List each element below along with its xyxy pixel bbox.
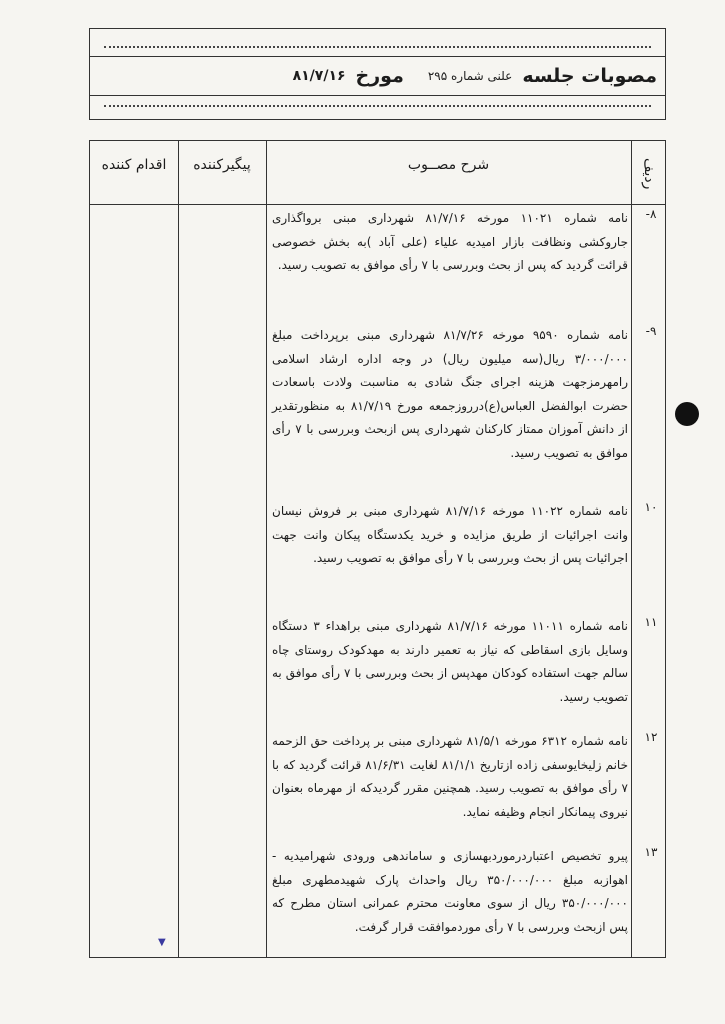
row-text: نامه شماره ۶۳۱۲ مورخه ۸۱/۵/۱ شهرداری مبنی بر پرداخت حق الزحمه خانم زلیخایوسفی زاده ازتاریخ ۸۱/۱/۱ لغایت ۸۱/۶/۳۱ قرائت گردید که با ۷ رأی موافق به تصویب رسید. همچنین مقرر گردیدکه از مهرماه بعنوان نیروی پیمانکار انجام وظیفه نماید. (272, 734, 629, 819)
row-number: -۹ (645, 324, 657, 338)
punch-hole-mark (675, 402, 699, 426)
row-text: پیرو تخصیص اعتباردرموردبهسازی و ساماندهی ورودی شهرامیدیه - اهوازبه مبلغ ۳۵۰/۰۰۰/۰۰۰ ریال واحداث پارک شهیدمطهری مبلغ ۳۵۰/۰۰۰/۰۰۰ ریال از سوی معاونت محترم عمرانی استان مطرح که پس ازبحث وبررسی با ۷ رأی موردموافقت قرار گرفت. (272, 849, 628, 934)
row-number: ۱۲ (644, 730, 658, 744)
column-divider (631, 141, 632, 957)
row-text: نامه شماره ۱۱۰۲۱ مورخه ۸۱/۷/۱۶ شهرداری مبنی برواگذاری جاروکشی ونظافت بازار امیدیه علیاء (علی آباد )به بخش خصوصی قرائت گردید که پس از بحث وبررسی با ۷ رأی موافق به تصویب رسید. (272, 211, 629, 273)
divider (90, 56, 665, 57)
row-number: ۱۳ (644, 845, 658, 859)
title-row (98, 60, 657, 92)
divider (90, 95, 665, 96)
column-header-row-number: ردیف (641, 158, 657, 190)
column-divider (266, 141, 267, 957)
header-divider (90, 204, 665, 205)
row-text: نامه شماره ۱۱۰۲۲ مورخه ۸۱/۷/۱۶ شهرداری مبنی بر فروش نیسان وانت اجرائیات از طریق مزایده و خرید یکدستگاه پیکان وانت جهت اجرائیات پس از بحث وبررسی با ۷ رأی موافق به تصویب رسید. (272, 504, 629, 566)
row-text: نامه شماره ۹۵۹۰ مورخه ۸۱/۷/۲۶ شهرداری مبنی برپرداخت مبلغ ۳/۰۰۰/۰۰۰ ریال(سه میلیون ریال) در وجه اداره ارشاد اسلامی رامهرمزجهت هزینه اجرای جنگ شادی به مناسبت ولادت باسعادت حضرت ابوالفضل العباس(ع)درروزجمعه مورخ ۸۱/۷/۱۹ به منظورتقدیر از دانش آموزان ممتاز کارکنان شهرداری پس ازبحث وبررسی با ۷ رأی موافق به تصویب رسید. (272, 328, 628, 460)
row-number: ۱۱ (644, 615, 658, 629)
column-header-followup: پیگیرکننده (193, 157, 251, 173)
dotted-divider (104, 105, 651, 107)
document-title: مصوبات جلسه (522, 65, 657, 87)
header-box (89, 28, 666, 120)
dotted-divider (104, 46, 651, 48)
session-date: ۸۱/۷/۱۶ (292, 68, 346, 84)
column-header-description: شرح مصــوب (407, 157, 490, 173)
session-number: علنی شماره ۲۹۵ (427, 69, 513, 83)
row-number: -۸ (645, 207, 657, 221)
resolutions-table (89, 140, 666, 958)
pen-mark: ▼ (158, 937, 166, 948)
row-number: ۱۰ (644, 500, 658, 514)
date-label: مورخ (355, 65, 404, 87)
column-header-action: اقدام کننده (101, 157, 167, 173)
row-text: نامه شماره ۱۱۰۱۱ مورخه ۸۱/۷/۱۶ شهرداری مبنی براهداء ۳ دستگاه وسایل بازی اسقاطی که نیاز به تعمیر دارند به مهدکودک روستای چاه سالم جهت استفاده کودکان مهدپس از بحث وبررسی با ۷ رأی موافق به تصویب رسید. (272, 619, 629, 704)
column-divider (178, 141, 179, 957)
